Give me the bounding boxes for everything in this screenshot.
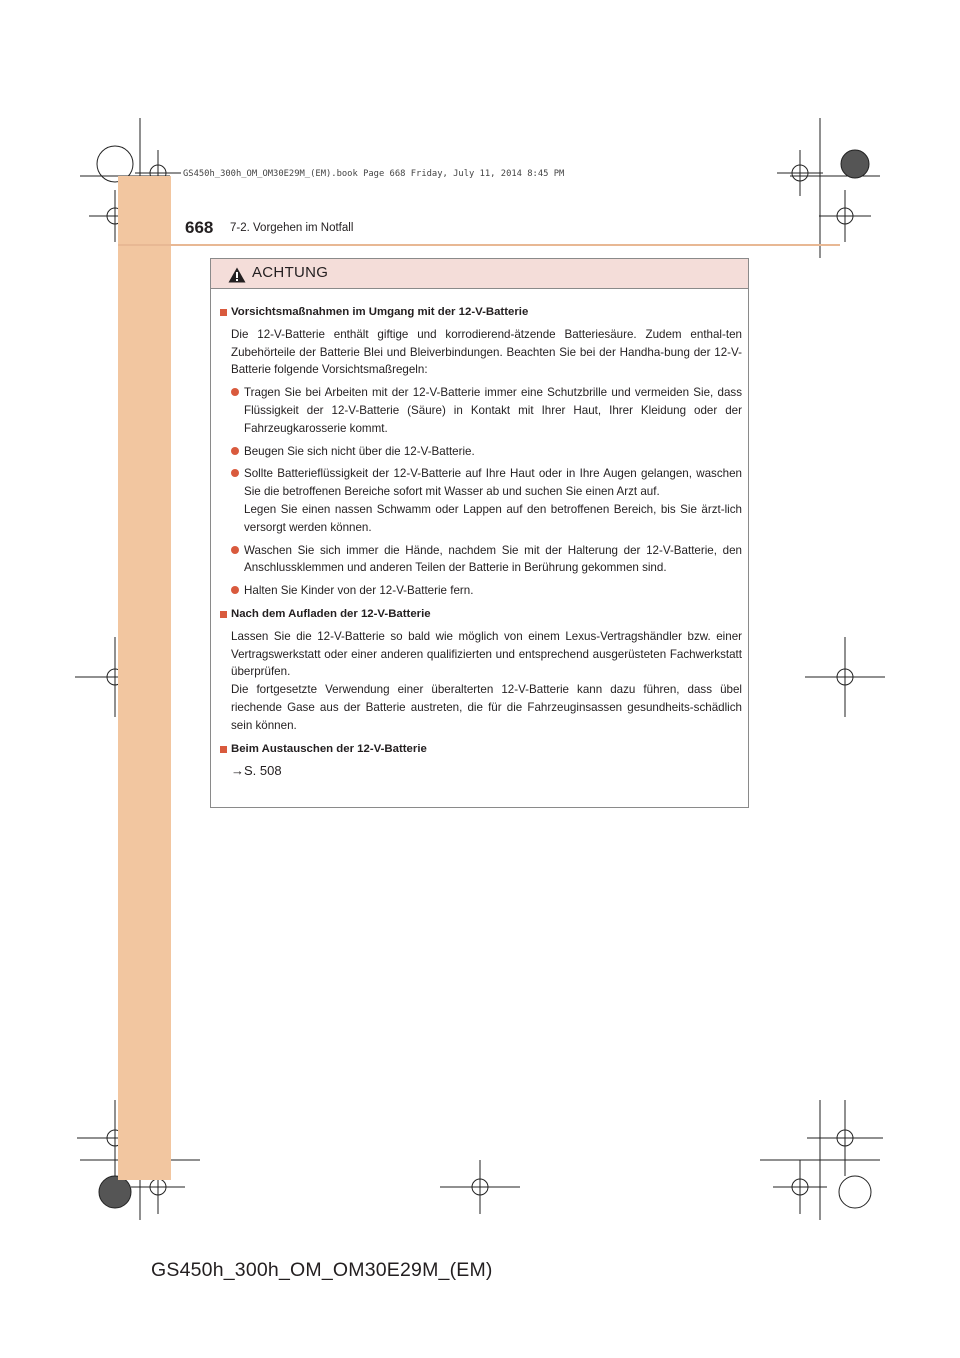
bullet-icon bbox=[231, 469, 239, 477]
bullet-icon bbox=[231, 388, 239, 396]
list-item bbox=[219, 542, 742, 578]
footer-model-code: GS450h_300h_OM_OM30E29M_(EM) bbox=[151, 1259, 493, 1281]
warning-body bbox=[211, 289, 748, 780]
list-item bbox=[219, 384, 742, 437]
warning-triangle-icon bbox=[228, 267, 246, 283]
list-item bbox=[219, 443, 742, 461]
list-item-text-extra: Legen Sie einen nassen Schwamm oder Lappen auf den betroffenen Bereich, bis Sie ärzt-lich versorgt werden können. bbox=[244, 502, 742, 534]
section-heading: Vorsichtsmaßnahmen im Umgang mit der 12-V-Batterie bbox=[219, 304, 742, 322]
section-heading: Nach dem Aufladen der 12-V-Batterie bbox=[219, 606, 742, 624]
section-paragraph: Die 12-V-Batterie enthält giftige und korrodierend-ätzende Batteriesäure. Zudem enthal-ten Zubehörteile der Batterie Blei und Bleiverbindungen. Beachten Sie bei der Handha-bung der 12-V-Batterie folgende Vorsichtsmaßregeln: bbox=[231, 327, 742, 377]
warning-header bbox=[211, 259, 748, 289]
list-item-text: Sollte Batterieflüssigkeit der 12-V-Batterie auf Ihre Haut oder in Ihre Augen gelangen, waschen Sie die betroffenen Bereiche sofort mit Wasser ab und suchen Sie einen Arzt auf. bbox=[244, 467, 742, 499]
list-item-text: Waschen Sie sich immer die Hände, nachdem Sie mit der Halterung der 12-V-Batterie, den Anschlussklemmen und anderen Teilen der Batterie in Berührung gekommen sind. bbox=[244, 543, 742, 575]
bullet-icon bbox=[231, 546, 239, 554]
warning-box bbox=[210, 258, 749, 808]
list-item bbox=[219, 582, 742, 600]
page-number: 668 bbox=[185, 218, 214, 237]
bullet-icon bbox=[231, 586, 239, 594]
bullet-icon bbox=[231, 447, 239, 455]
warning-title: ACHTUNG bbox=[252, 264, 329, 281]
section-paragraph: Die fortgesetzte Verwendung einer überalterten 12-V-Batterie kann dazu führen, dass übel riechende Gase aus der Batterie austreten, die für die Fahrzeuginsassen gesundheits-schädlich sein können. bbox=[231, 683, 742, 732]
book-stamp: GS450h_300h_OM_OM30E29M_(EM).book Page 668 Friday, July 11, 2014 8:45 PM bbox=[183, 169, 565, 179]
section-heading: Beim Austauschen der 12-V-Batterie bbox=[219, 741, 742, 759]
header-rule bbox=[118, 244, 840, 246]
section-title: 7-2. Vorgehen im Notfall bbox=[230, 222, 354, 234]
list-item-text: Halten Sie Kinder von der 12-V-Batterie fern. bbox=[244, 584, 474, 598]
list-item-text: Beugen Sie sich nicht über die 12-V-Batterie. bbox=[244, 444, 475, 458]
list-item bbox=[219, 465, 742, 536]
page-reference-link[interactable]: →S. 508 bbox=[231, 763, 282, 779]
chapter-sidebar-tab bbox=[118, 176, 171, 1180]
list-item-text: Tragen Sie bei Arbeiten mit der 12-V-Batterie immer eine Schutzbrille und vermeiden Sie, dass Flüssigkeit der 12-V-Batterie (Säure) in Kontakt mit Ihrer Haut, Ihrer Kleidung oder der Fahrzeugkarosserie kommt. bbox=[244, 386, 742, 435]
section-paragraph: Lassen Sie die 12-V-Batterie so bald wie möglich von einem Lexus-Vertragshändler bzw. einer Vertragswerkstatt oder einer anderen qualifizierten und entsprechend ausgerüsteten Fachwerkstatt überprüfen. bbox=[231, 629, 742, 679]
